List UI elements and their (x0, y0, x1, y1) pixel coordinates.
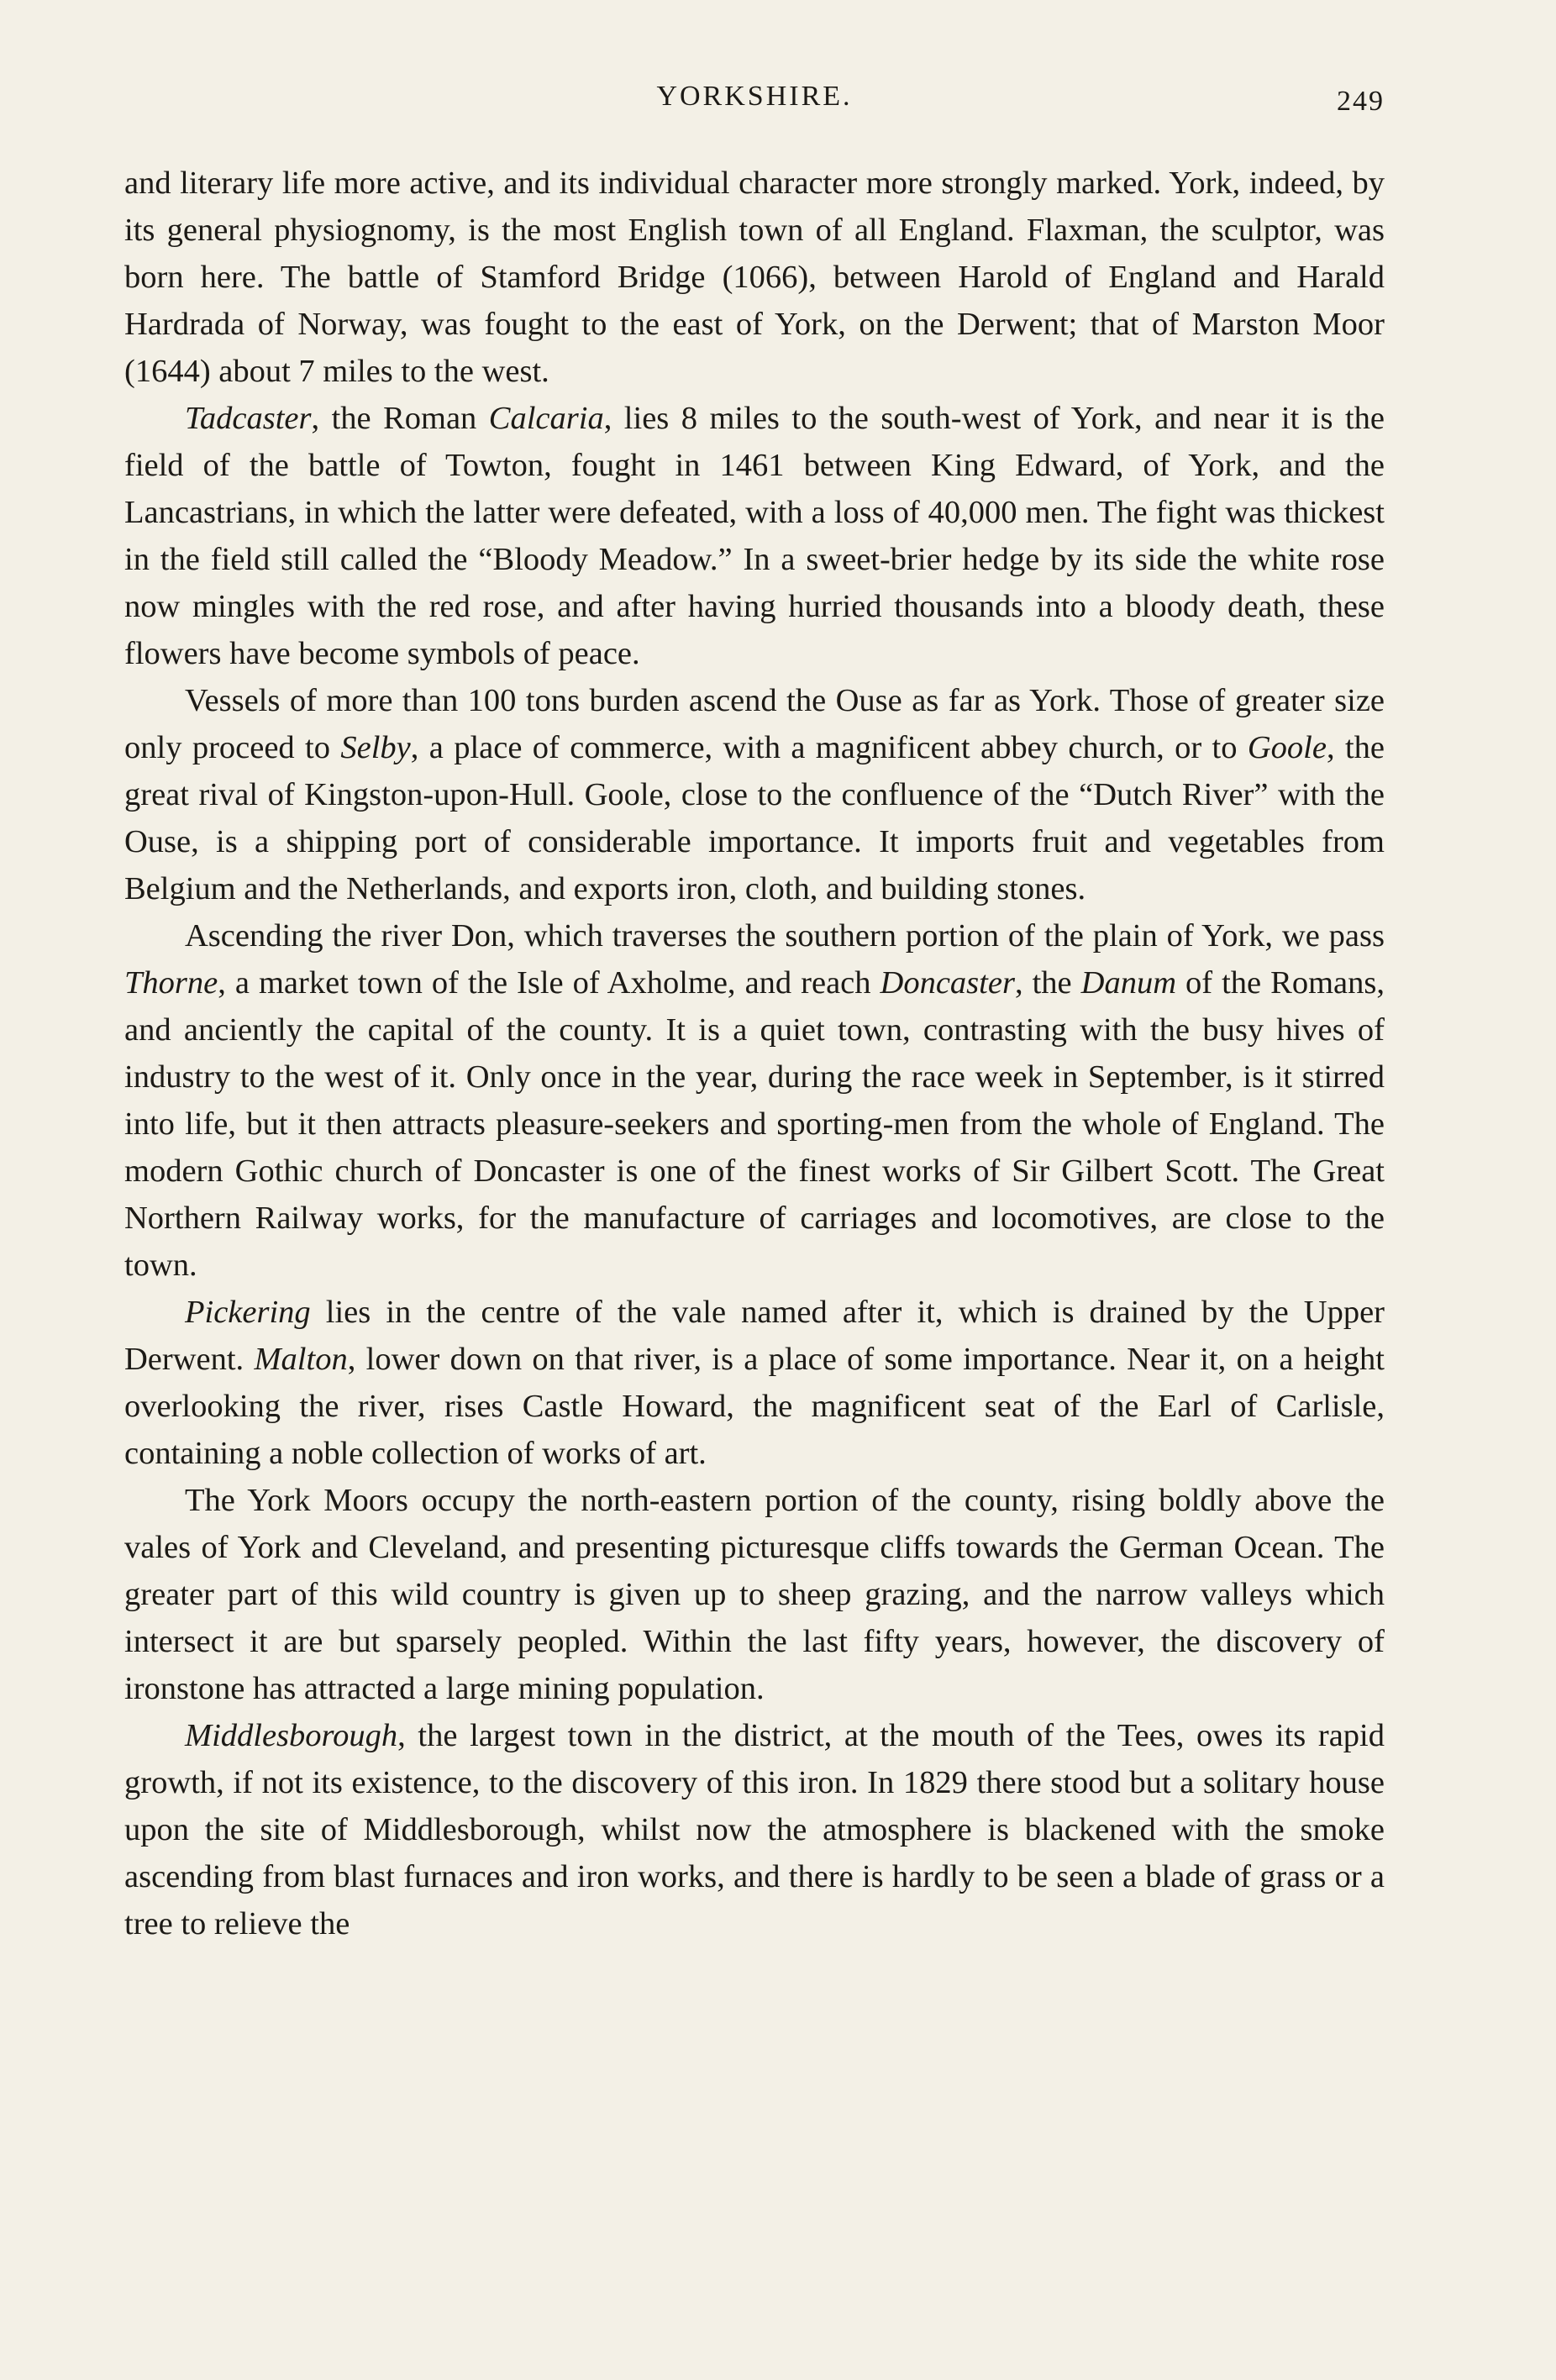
place-name-italic: Middlesborough (185, 1718, 398, 1753)
text-run: of the Romans, and anciently the capital of the county. It is a quiet town, contrasting with the busy hives of industry to the west of it. Only once in the year, during the race week in September, is it stirred into life, but it then attracts pleasure-seekers and sporting-men from the whole of England. The modern Gothic church of Doncaster is one of the finest works of Sir Gilbert Scott. The Great Northern Railway works, for the manufacture of carriages and locomotives, are close to the town. (124, 965, 1385, 1283)
page-number: 249 (1337, 86, 1385, 117)
paragraph-tadcaster (124, 395, 1385, 677)
paragraph-pickering (124, 1289, 1385, 1477)
text-body (124, 160, 1385, 1947)
place-name-italic: Goole (1247, 730, 1327, 765)
running-head (124, 81, 1385, 131)
book-page (124, 81, 1385, 1947)
place-name-italic: Selby (340, 730, 411, 765)
place-name-italic: Thorne (124, 965, 218, 1001)
paragraph-continuation-york (124, 160, 1385, 395)
paragraph-middlesborough (124, 1712, 1385, 1947)
text-run: and literary life more active, and its individual character more strongly marked. York, indeed, by its general physiognomy, is the most English town of all England. Flaxman, the sculptor, was born here. The battle of Stamford Bridge (1066), between Harold of England and Harald Hardrada of Norway, was fought to the east of York, on the Derwent; that of Marston Moor (1644) about 7 miles to the west. (124, 165, 1385, 389)
place-name-italic: Calcaria (488, 401, 604, 436)
text-run: lies in the centre of the vale named after it, which is drained by the Upper Derwent. (124, 1295, 1385, 1377)
text-run: , the Roman (311, 401, 489, 436)
text-run: , a place of commerce, with a magnificent abbey church, or to (410, 730, 1248, 765)
text-run: , the largest town in the district, at the mouth of the Tees, owes its rapid growth, if not its existence, to the discovery of this iron. In 1829 there stood but a solitary house upon the site of Middlesborough, whilst now the atmosphere is blackened with the smoke ascending from blast furnaces and iron works, and there is hardly to be seen a blade of grass or a tree to relieve the (124, 1718, 1385, 1941)
text-run: Vessels of more than 100 tons burden ascend the Ouse as far as York. Those of greater size only proceed to (124, 683, 1385, 765)
text-run: , a market town of the Isle of Axholme, and reach (218, 965, 881, 1001)
text-run: The York Moors occupy the north-eastern portion of the county, rising boldly above the vales of York and Cleveland, and presenting picturesque cliffs towards the German Ocean. The greater part of this wild country is given up to sheep grazing, and the narrow valleys which intersect it are but sparsely peopled. Within the last fifty years, however, the discovery of ironstone has attracted a large mining population. (124, 1483, 1385, 1706)
text-run: , the (1014, 965, 1081, 1001)
paragraph-york-moors (124, 1477, 1385, 1712)
text-run: , the great rival of Kingston-upon-Hull. Goole, close to the confluence of the “Dutch River” with the Ouse, is a shipping port of considerable importance. It imports fruit and vegetables from Belgium and the Netherlands, and exports iron, cloth, and building stones. (124, 730, 1385, 906)
place-name-italic: Pickering (185, 1295, 311, 1330)
running-title: YORKSHIRE. (656, 81, 853, 112)
text-run: , lower down on that river, is a place of some importance. Near it, on a height overlooking the river, rises Castle Howard, the magnificent seat of the Earl of Carlisle, containing a noble collection of works of art. (124, 1342, 1385, 1471)
paragraph-doncaster (124, 912, 1385, 1289)
place-name-italic: Doncaster (880, 965, 1015, 1001)
text-run: , lies 8 miles to the south-west of York, and near it is the field of the battle of Towton, fought in 1461 between King Edward, of York, and the Lancastrians, in which the latter were defeated, with a loss of 40,000 men. The fight was thickest in the field still called the “Bloody Meadow.” In a sweet-brier hedge by its side the white rose now mingles with the red rose, and after having hurried thousands into a bloody death, these flowers have become symbols of peace. (124, 401, 1385, 671)
place-name-italic: Malton (254, 1342, 348, 1377)
paragraph-ouse-shipping (124, 677, 1385, 912)
place-name-italic: Tadcaster (185, 401, 312, 436)
place-name-italic: Danum (1080, 965, 1176, 1001)
text-run: Ascending the river Don, which traverses the southern portion of the plain of York, we pass (185, 918, 1385, 954)
